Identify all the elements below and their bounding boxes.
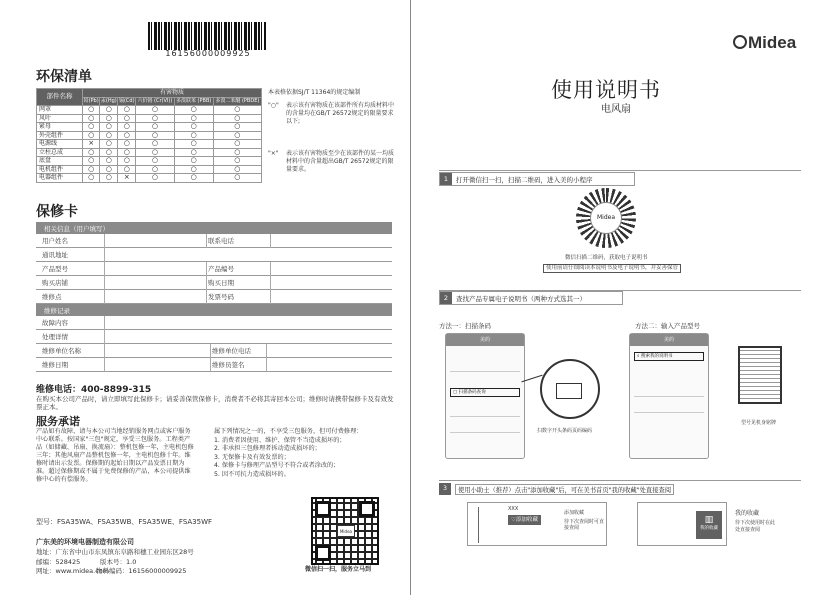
hotline: 维修电话：400-8899-315 xyxy=(36,385,152,395)
hazard-row xyxy=(37,140,262,149)
hazard-cell: ○ xyxy=(213,131,261,140)
nameplate-icon xyxy=(738,346,782,404)
step3-text: 使用小助士（推荐）点击"添加收藏"后，可在美书首页"我的收藏"处直接查阅 xyxy=(455,484,674,495)
hazard-cell: ○ xyxy=(83,148,100,157)
lbl-repair-phone: 维修单位电话 xyxy=(212,347,251,355)
hazard-col-0: 铅(Pb) xyxy=(83,97,99,104)
lbl-invoice: 发票号码 xyxy=(208,293,234,301)
hazard-row xyxy=(37,131,262,140)
step1-bar xyxy=(439,172,635,186)
hazard-cell: ○ xyxy=(213,140,261,149)
postcode: 邮编：528425 xyxy=(36,558,81,566)
hazard-cell: ○ xyxy=(213,165,261,174)
manual-subtitle: 电风扇 xyxy=(601,104,631,115)
note-x-mark: "×" xyxy=(268,150,279,157)
hazard-cell: ○ xyxy=(174,106,213,115)
hazard-cell: ○ xyxy=(100,157,118,166)
lbl-repair-date: 维修日期 xyxy=(42,361,68,369)
step2-num: 2 xyxy=(440,292,452,304)
hazard-cell: ○ xyxy=(118,148,136,157)
lbl-contact-phone: 联系电话 xyxy=(208,237,234,245)
col-part: 部件名称 xyxy=(37,89,83,106)
hazard-cell: ○ xyxy=(83,114,100,123)
fav-xxx: XXX xyxy=(508,506,519,512)
hazard-cell: ○ xyxy=(136,157,174,166)
qr-code-icon: Midea xyxy=(311,497,379,565)
add-fav-desc2: 待下次查阅时可直接查阅 xyxy=(564,519,605,531)
hazard-cell: ○ xyxy=(136,140,174,149)
heart-icon: ♡ xyxy=(511,517,516,523)
fav-mockup-2 xyxy=(637,502,727,546)
my-fav-desc: 待下次使用时在此处直接查阅 xyxy=(735,520,776,533)
note-x: 表示该有害物质至少在该部件的某一均质材料中的含量超出GB/T 26572规定的限量要求。 xyxy=(286,150,395,173)
fav-mockup-1 xyxy=(467,502,607,546)
hazard-cell: ○ xyxy=(213,174,261,183)
hazard-col-2: 镉(Cd) xyxy=(118,97,135,104)
search-icon: ⌕ xyxy=(637,354,641,359)
hazard-cell: ○ xyxy=(118,165,136,174)
hazard-cell: × xyxy=(118,174,136,183)
band-repair: 维修记录 xyxy=(36,304,392,316)
qr-caption: 微信扫一扫，服务立马到 xyxy=(305,566,372,573)
hazard-cell: ○ xyxy=(100,131,118,140)
phone2-search-input[interactable]: ⌕ 搜索我的说明书 xyxy=(634,352,704,361)
lbl-repair-unit: 维修单位名称 xyxy=(42,347,81,355)
hazard-part-name: 紧母 xyxy=(37,123,83,132)
service-left: 产品如有故障，请与本公司当地经销服务网点或客户服务中心联系。按国家"三包"规定，享受三包服务。工程类产品（如储藏、吊扇、换流扇）：整机包修一年，主电机包修三年；其他风扇产品整机包修一年，主电机包修十年。维修时请出示发票。保修期的起始日期以产品发票日期为准。超过保修期或不属于免费保修的产品，本公司提供维修中心的有偿服务。 xyxy=(36,428,194,483)
hazard-part-name: 外壳组件 xyxy=(37,131,83,140)
company-addr: 地址：广东省中山市东凤镇东阜路和穗工业园东区28号 xyxy=(36,548,194,556)
note-o-mark: "○" xyxy=(268,102,279,109)
part-code: 物料编码：16156000009925 xyxy=(96,567,187,575)
lbl-repairer: 维修员签名 xyxy=(212,361,245,369)
phone-mockup-1 xyxy=(445,333,525,459)
band-user-info: 相关信息（用户填写） xyxy=(36,222,392,234)
mini-program-qr-icon xyxy=(576,188,636,248)
hazard-row xyxy=(37,174,262,183)
hazard-cell: ○ xyxy=(83,174,100,183)
phone-mockup-2 xyxy=(629,333,709,459)
hazard-cell: ○ xyxy=(136,148,174,157)
hazard-cell: ○ xyxy=(136,165,174,174)
my-fav: 我的收藏 xyxy=(735,510,760,517)
hazard-part-name: 底盘 xyxy=(37,157,83,166)
hazard-row xyxy=(37,148,262,157)
hazard-cell: ○ xyxy=(136,106,174,115)
qr-brand: Midea xyxy=(590,202,622,234)
hazard-cell: ○ xyxy=(174,123,213,132)
midea-logo-icon xyxy=(733,35,747,49)
hotline-desc: 在购买本公司产品时，请立即填写此保修卡；请妥善保管保修卡，消费者不必将其寄回本公司；维修时请携带保修卡及有效发票正本。 xyxy=(36,395,394,411)
hazard-cell: ○ xyxy=(100,106,118,115)
hazard-cell: ○ xyxy=(213,148,261,157)
hazard-cell: ○ xyxy=(174,131,213,140)
hazard-cell: × xyxy=(83,140,100,149)
bar-caption: 扫数字开头条码页码编码 xyxy=(537,428,593,434)
service-title: 服务承诺 xyxy=(36,415,80,428)
hazard-cell: ○ xyxy=(100,148,118,157)
env-note: 本表格依据SJ/T 11364的规定编制 xyxy=(268,89,361,96)
lbl-store: 购买店铺 xyxy=(42,279,68,287)
hazard-part-name: 电机组件 xyxy=(37,165,83,174)
left-page xyxy=(0,0,410,595)
book-icon: ▥ xyxy=(704,515,714,525)
hazard-part-name: 电器组件 xyxy=(37,174,83,183)
hazard-cell: ○ xyxy=(100,165,118,174)
hazard-cell: ○ xyxy=(83,165,100,174)
hazard-cell: ○ xyxy=(136,174,174,183)
hazard-table xyxy=(36,88,262,183)
hazard-cell: ○ xyxy=(174,165,213,174)
add-fav-desc: 添加收藏 xyxy=(564,510,585,516)
lbl-process: 处理详情 xyxy=(42,333,68,341)
step2-bar xyxy=(439,291,623,305)
step1-text: 打开微信扫一扫，扫描二维码，进入美的小程序 xyxy=(456,175,593,184)
hazard-row xyxy=(37,123,262,132)
warranty-form xyxy=(36,222,392,372)
phone1-scan-button[interactable]: ▢ 扫描条码查询 xyxy=(450,388,520,397)
website: 网址：www.midea.com xyxy=(36,567,110,575)
model-caption: 型号见机身铭牌 xyxy=(741,420,777,426)
my-fav-button[interactable]: ▥ 我的收藏 xyxy=(696,511,722,539)
hazard-col-1: 汞(Hg) xyxy=(100,97,117,104)
lbl-buy-date: 购买日期 xyxy=(208,279,234,287)
env-title: 环保清单 xyxy=(36,69,92,85)
hazard-cell: ○ xyxy=(118,114,136,123)
hazard-col-4: 多溴联苯 (PBB) xyxy=(175,97,212,104)
version: 版本号：1.0 xyxy=(100,558,137,566)
hazard-cell: ○ xyxy=(83,123,100,132)
hazard-row xyxy=(37,106,262,115)
barcode-number: 16156000009925 xyxy=(165,49,251,58)
scan-tip: 微信扫描二维码，获取电子说明书 xyxy=(565,255,648,261)
hazard-cell: ○ xyxy=(213,106,261,115)
zoom-circle-1 xyxy=(540,359,600,419)
hazard-row xyxy=(37,165,262,174)
note-o: 表示该有害物质在该部件所有均质材料中的含量均在GB/T 26572规定的限量要求以下; xyxy=(286,102,395,125)
right-page xyxy=(411,0,822,595)
brand-logo: Midea xyxy=(733,33,796,53)
company: 广东美的环境电器制造有限公司 xyxy=(36,538,134,546)
method1: 方法一：扫描条码 xyxy=(439,322,491,330)
hazard-cell: ○ xyxy=(83,157,100,166)
hazard-cell: ○ xyxy=(174,140,213,149)
hazard-cell: ○ xyxy=(136,114,174,123)
col-group: 有害物质 xyxy=(83,89,262,98)
warranty-title: 保修卡 xyxy=(36,204,78,220)
hazard-cell: ○ xyxy=(118,140,136,149)
hazard-cell: ○ xyxy=(100,174,118,183)
phone2-top: 美的 xyxy=(630,334,708,346)
step3-bar xyxy=(439,482,801,496)
hazard-cell: ○ xyxy=(100,140,118,149)
step1-num: 1 xyxy=(440,173,452,185)
lbl-model: 产品型号 xyxy=(42,265,68,273)
lbl-fault: 故障内容 xyxy=(42,319,68,327)
hazard-cell: ○ xyxy=(174,174,213,183)
models: 型号：FSA35WA、FSA35WB、FSA35WE、FSA35WF xyxy=(36,518,213,526)
hazard-part-name: 电源线 xyxy=(37,140,83,149)
hazard-cell: ○ xyxy=(213,114,261,123)
hazard-cell: ○ xyxy=(118,106,136,115)
step2-text: 查找产品专属电子说明书（两种方式选其一） xyxy=(456,294,586,303)
scan-box: 使用前请仔细阅读本说明书及电子说明书，并妥善保管 xyxy=(543,264,681,273)
hazard-cell: ○ xyxy=(83,131,100,140)
hazard-cell: ○ xyxy=(118,157,136,166)
hazard-row xyxy=(37,157,262,166)
lbl-user-name: 用户姓名 xyxy=(42,237,68,245)
hazard-cell: ○ xyxy=(136,131,174,140)
add-fav-button[interactable]: ♡添加收藏 xyxy=(508,515,541,525)
hazard-cell: ○ xyxy=(100,123,118,132)
method2: 方法二：输入产品型号 xyxy=(635,322,700,330)
hazard-col-3: 六价铬 (Cr(VI)) xyxy=(137,97,173,104)
scan-icon: ▢ xyxy=(453,390,459,395)
step3-num: 3 xyxy=(439,483,451,495)
hazard-cell: ○ xyxy=(174,148,213,157)
hazard-cell: ○ xyxy=(100,114,118,123)
fan-illustration-icon xyxy=(478,507,496,543)
hazard-cell: ○ xyxy=(213,123,261,132)
barcode-icon xyxy=(148,22,266,50)
hazard-cell: ○ xyxy=(118,123,136,132)
lbl-address: 通讯地址 xyxy=(42,251,68,259)
hazard-cell: ○ xyxy=(174,157,213,166)
hazard-part-name: 立柱总成 xyxy=(37,148,83,157)
hazard-part-name: 风叶 xyxy=(37,114,83,123)
lbl-serial: 产品编号 xyxy=(208,265,234,273)
hazard-row xyxy=(37,114,262,123)
hazard-part-name: 网罩 xyxy=(37,106,83,115)
hazard-cell: ○ xyxy=(83,106,100,115)
hazard-cell: ○ xyxy=(118,131,136,140)
hazard-col-5: 多溴二苯醚 (PBDE) xyxy=(213,97,261,106)
hazard-cell: ○ xyxy=(174,114,213,123)
lbl-seller: 维修点 xyxy=(42,293,62,301)
hazard-cell: ○ xyxy=(136,123,174,132)
service-right: 属下列情况之一的，不享受三包服务，但可付费修理： 1. 消费者因使用、维护、保管不当造成损坏的； 2. 非承担三包修理者拆动造成损坏的； 3. 无保修卡及有效发票的； 4. 保修卡与修理产品型号不符合或者涂改的； 5. 因不可抗力造成损坏的。 xyxy=(214,428,363,478)
hazard-cell: ○ xyxy=(213,157,261,166)
phone1-top: 美的 xyxy=(446,334,524,346)
manual-title: 使用说明书 xyxy=(551,78,661,102)
